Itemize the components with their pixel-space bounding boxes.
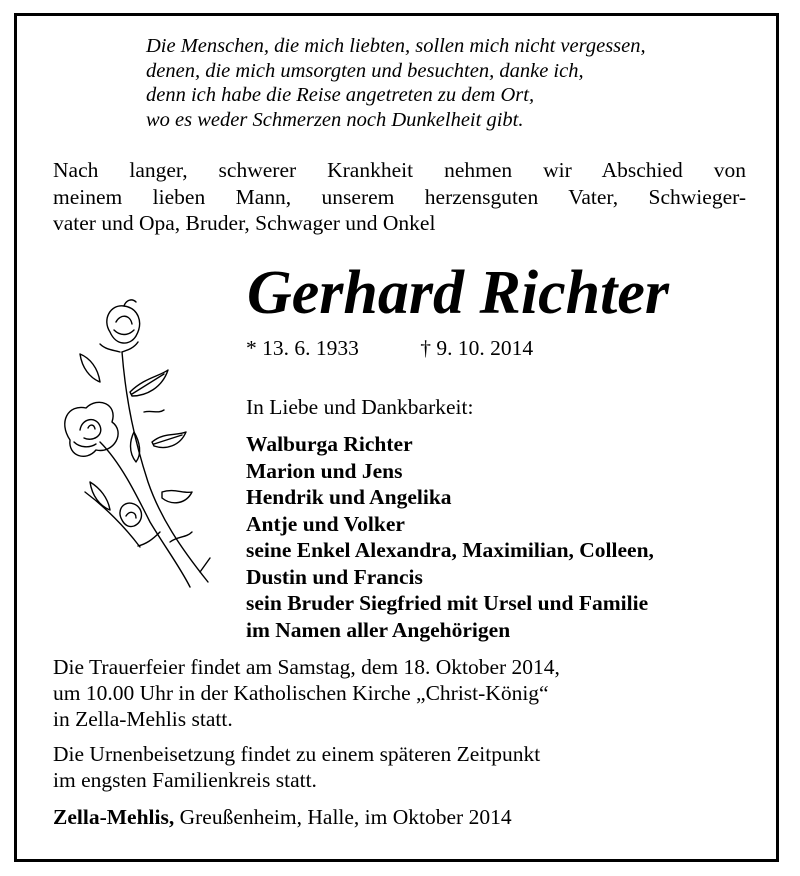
intro-line: meinem lieben Mann, unserem herzensguten Vater, Schwieger- [53, 184, 746, 209]
poem-line: denen, die mich umsorgten und besuchten, danke ich, [146, 59, 584, 82]
poem-line: denn ich habe die Reise angetreten zu dem Ort, [146, 84, 535, 106]
family-entry: Dustin und Francis [246, 564, 423, 589]
service-line: um 10.00 Uhr in der Katholischen Kirche „Christ-König“ [53, 681, 549, 705]
family-entry: Hendrik und Angelika [246, 485, 452, 509]
intro-line: Nach langer, schwerer Krankheit nehmen wir Abschied von [53, 158, 746, 182]
family-entry: Antje und Volker [246, 511, 405, 536]
family-entry: seine Enkel Alexandra, Maximilian, Colleen, [246, 538, 654, 562]
service-line: Die Trauerfeier findet am Samstag, dem 18. Oktober 2014, [53, 655, 560, 679]
urn-line: im engsten Familienkreis statt. [53, 768, 317, 792]
gratitude-line: In Liebe und Dankbarkeit: [246, 395, 474, 419]
rose-illustration-icon [40, 292, 230, 597]
poem-line: Die Menschen, die mich liebten, sollen mich nicht vergessen, [146, 35, 646, 57]
death-date: † 9. 10. 2014 [420, 336, 534, 360]
family-entry: Walburga Richter [246, 432, 413, 456]
life-dates [246, 336, 533, 361]
intro-text [53, 157, 746, 237]
place-and-date [53, 805, 512, 830]
deceased-name: Gerhard Richter [247, 259, 669, 327]
family-entry: im Namen aller Angehörigen [246, 617, 511, 642]
service-line: in Zella-Mehlis statt. [53, 707, 233, 731]
intro-line: vater und Opa, Bruder, Schwager und Onkel [53, 211, 436, 235]
place-city: Zella-Mehlis, [53, 805, 175, 829]
birth-date: * 13. 6. 1933 [246, 336, 359, 360]
family-entry: sein Bruder Siegfried mit Ursel und Familie [246, 591, 649, 615]
funeral-service-info [53, 654, 560, 732]
poem-line: wo es weder Schmerzen noch Dunkelheit gibt. [146, 108, 524, 131]
urn-line: Die Urnenbeisetzung findet zu einem späteren Zeitpunkt [53, 742, 541, 766]
family-list [246, 431, 654, 643]
place-rest: Greußenheim, Halle, im Oktober 2014 [174, 805, 512, 829]
poem [146, 34, 646, 132]
urn-burial-info [53, 741, 540, 793]
family-entry: Marion und Jens [246, 458, 403, 483]
